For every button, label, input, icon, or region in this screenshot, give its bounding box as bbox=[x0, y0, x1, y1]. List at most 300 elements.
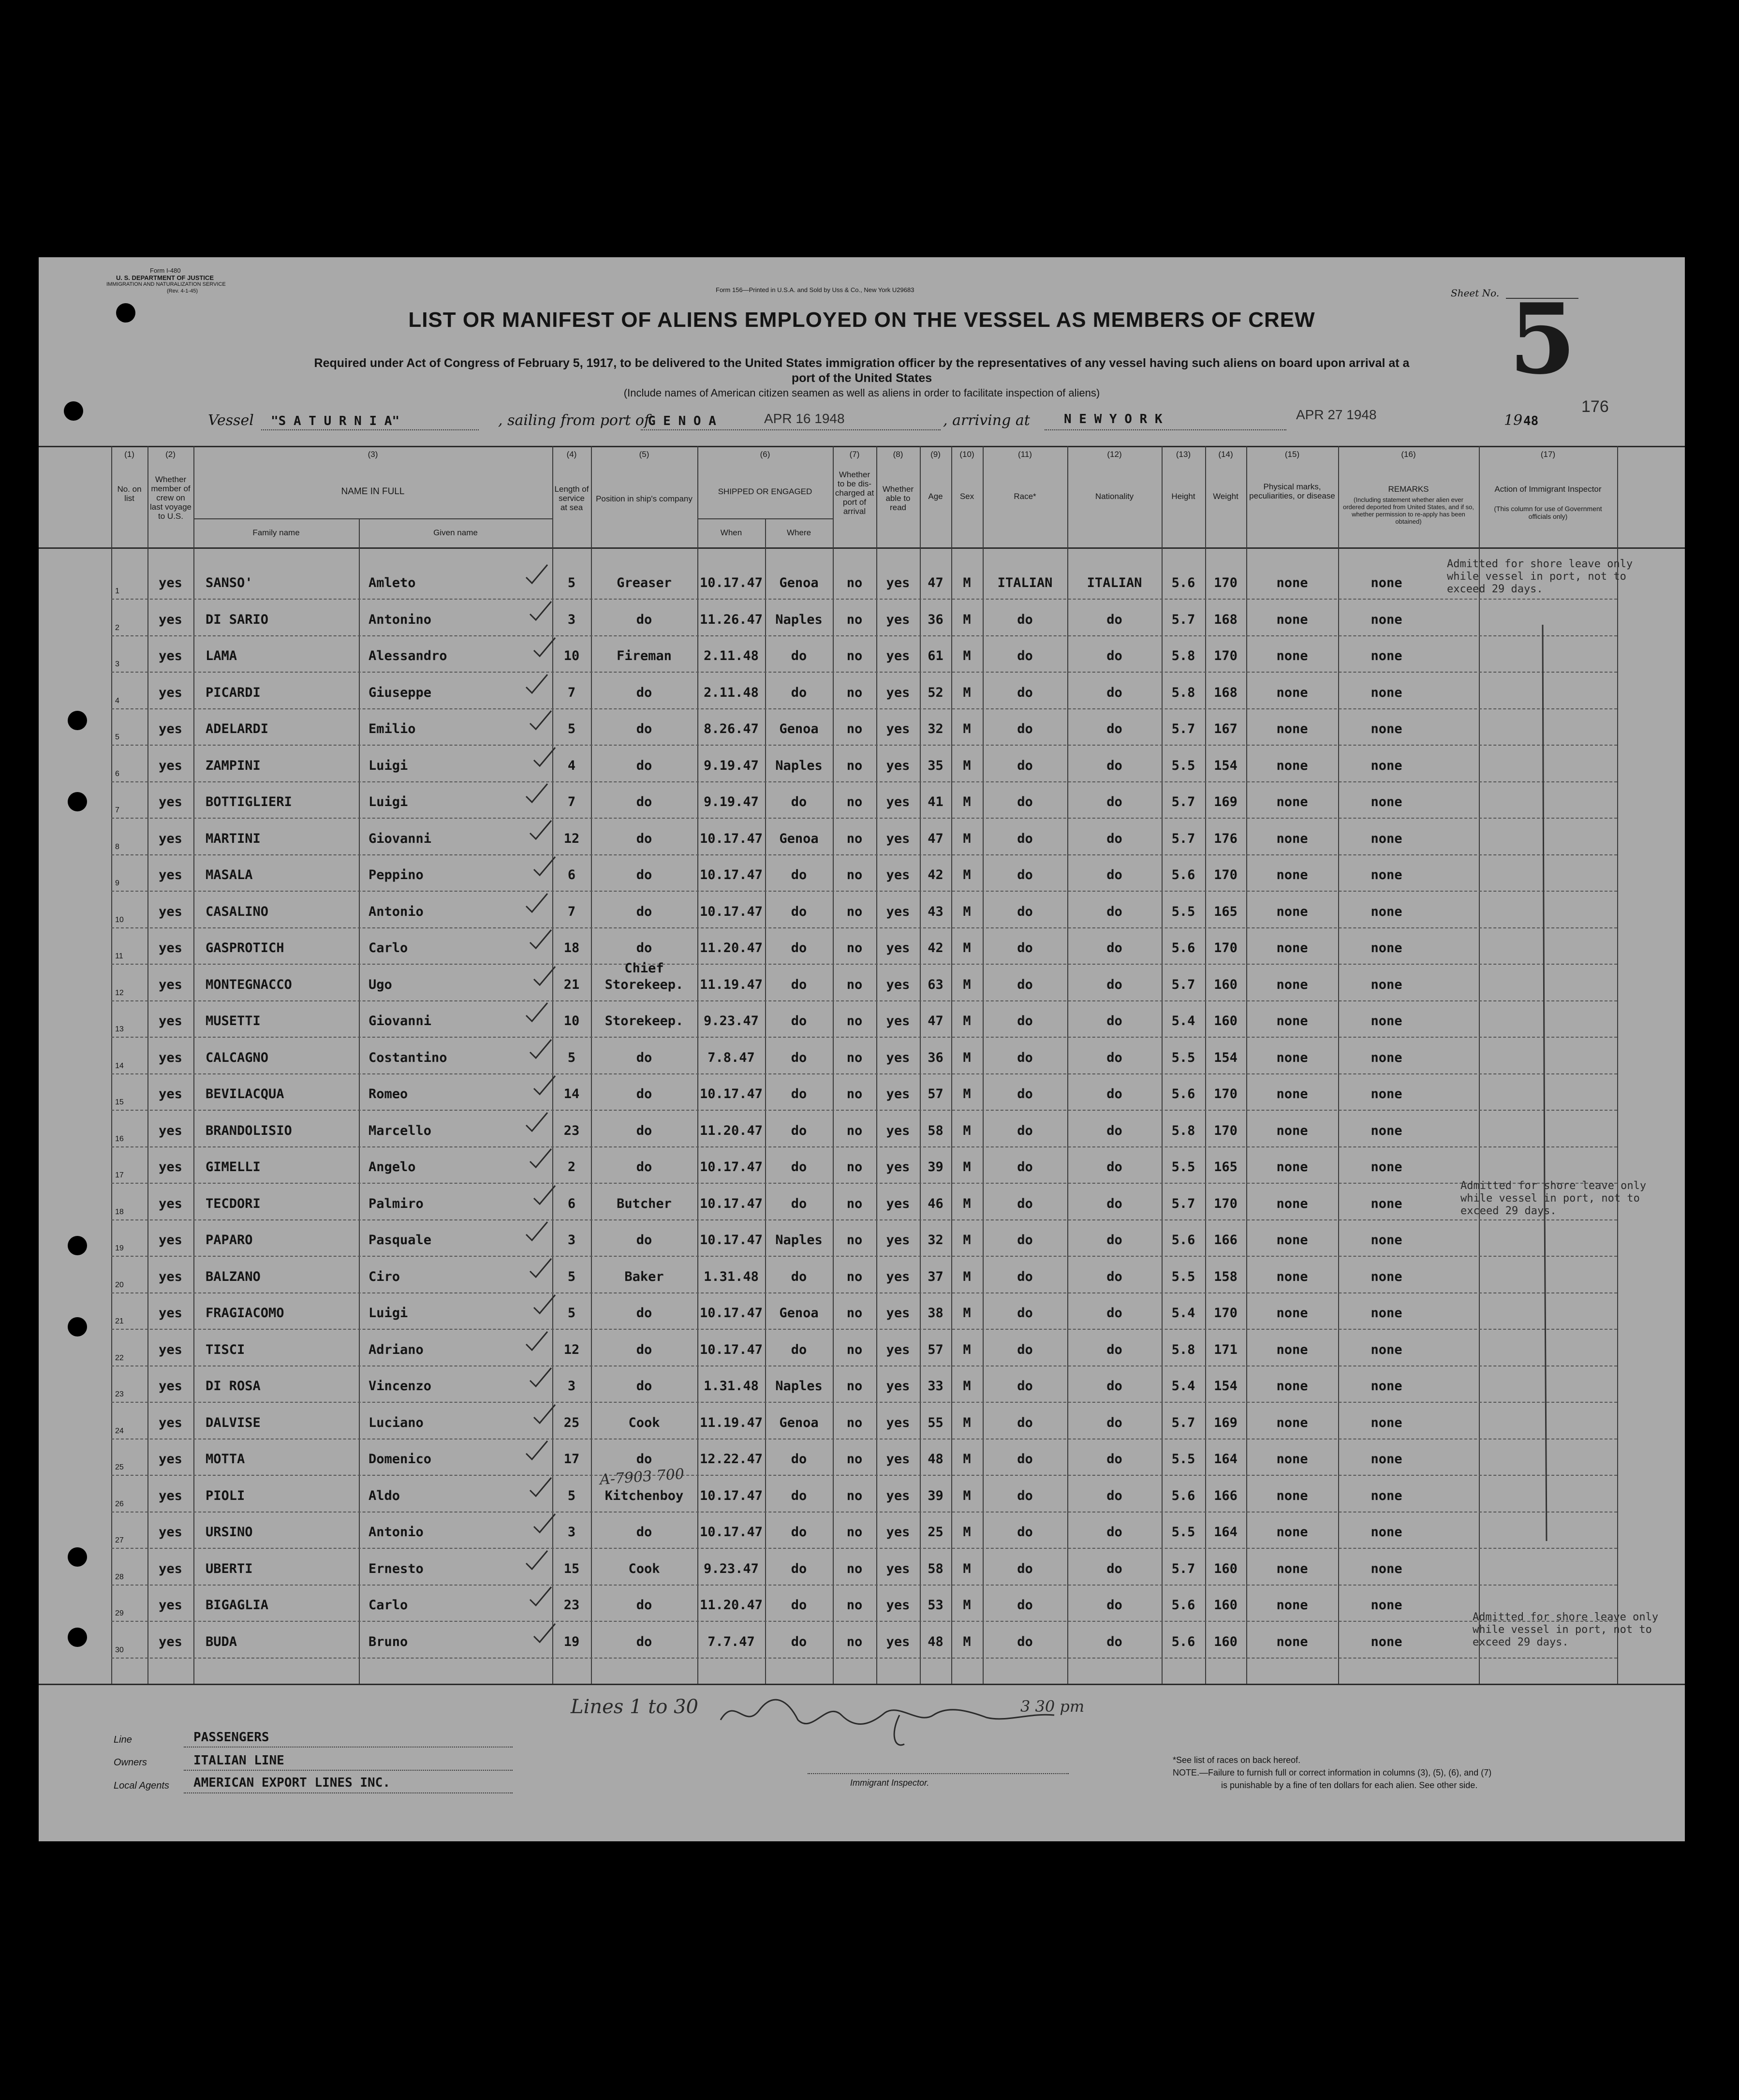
cell-dis: no bbox=[846, 1013, 863, 1028]
cell-sex: M bbox=[963, 1342, 971, 1357]
shore-leave-stamp: while vessel in port, not to bbox=[1447, 571, 1626, 583]
col-header-family-name: Family name bbox=[252, 528, 300, 537]
cell-nat: do bbox=[1106, 1087, 1122, 1101]
cell-dis: no bbox=[846, 1561, 863, 1576]
cell-sex: M bbox=[963, 1123, 971, 1138]
cell-family: PICARDI bbox=[206, 685, 261, 700]
cell-service: 18 bbox=[563, 940, 580, 955]
owners-value: ITALIAN LINE bbox=[193, 1753, 284, 1768]
cell-where: do bbox=[791, 1087, 807, 1101]
cell-marks: none bbox=[1276, 1634, 1308, 1649]
cell-when: 10.17.47 bbox=[699, 1342, 763, 1357]
cell-height: 5.4 bbox=[1171, 1013, 1195, 1028]
cell-height: 5.5 bbox=[1171, 1050, 1195, 1065]
row-rule bbox=[111, 1475, 1617, 1476]
cell-weight: 165 bbox=[1214, 1160, 1238, 1175]
punch-hole bbox=[64, 401, 83, 421]
cell-read: yes bbox=[886, 794, 910, 809]
cell-position: do bbox=[636, 904, 652, 919]
cell-read: yes bbox=[886, 977, 910, 992]
cell-age: 41 bbox=[928, 794, 943, 809]
cell-family: MOTTA bbox=[206, 1452, 245, 1467]
row-rule bbox=[111, 1585, 1617, 1586]
cell-service: 23 bbox=[563, 1598, 580, 1613]
cell-read: yes bbox=[886, 1050, 910, 1065]
line-label: Line bbox=[114, 1734, 132, 1745]
row-number: 1 bbox=[115, 587, 119, 595]
cell-position: Cook bbox=[628, 1415, 660, 1430]
cell-voy: yes bbox=[159, 831, 182, 846]
cell-read: yes bbox=[886, 648, 910, 663]
punch-hole bbox=[68, 792, 87, 811]
cell-age: 58 bbox=[928, 1561, 943, 1576]
cell-nat: do bbox=[1106, 1342, 1122, 1357]
cell-sex: M bbox=[963, 1561, 971, 1576]
cell-dis: no bbox=[846, 940, 863, 955]
cell-family: ZAMPINI bbox=[206, 758, 261, 773]
row-number: 17 bbox=[115, 1171, 124, 1179]
sheet-label: Sheet No. bbox=[1451, 287, 1500, 299]
cell-age: 47 bbox=[928, 831, 943, 846]
cell-dis: no bbox=[846, 1452, 863, 1467]
cell-nat: do bbox=[1106, 685, 1122, 700]
cell-dis: no bbox=[846, 685, 863, 700]
cell-when: 11.26.47 bbox=[699, 612, 763, 627]
punch-hole bbox=[68, 711, 87, 730]
cell-read: yes bbox=[886, 612, 910, 627]
cell-service: 5 bbox=[567, 1269, 576, 1284]
cell-height: 5.6 bbox=[1171, 867, 1195, 882]
cell-dis: no bbox=[846, 1160, 863, 1175]
cell-voy: yes bbox=[159, 1561, 182, 1576]
cell-family: PAPARO bbox=[206, 1233, 253, 1248]
cell-when: 9.19.47 bbox=[704, 794, 759, 809]
cell-nat: do bbox=[1106, 1269, 1122, 1284]
cell-sex: M bbox=[963, 1379, 971, 1394]
cell-sex: M bbox=[963, 685, 971, 700]
col-header-inspector-note: (This column for use of Government officials only) bbox=[1494, 505, 1602, 520]
row-number: 22 bbox=[115, 1353, 124, 1362]
cell-race: do bbox=[1017, 1087, 1033, 1101]
cell-when: 10.17.47 bbox=[699, 831, 763, 846]
year-suffix: 48 bbox=[1523, 414, 1539, 428]
cell-sex: M bbox=[963, 1087, 971, 1101]
cell-weight: 170 bbox=[1214, 648, 1238, 663]
check-mark bbox=[526, 818, 555, 847]
cell-where: do bbox=[791, 1160, 807, 1175]
cell-age: 35 bbox=[928, 758, 943, 773]
check-mark bbox=[530, 964, 559, 993]
cell-voy: yes bbox=[159, 1123, 182, 1138]
cell-when: 2.11.48 bbox=[704, 648, 759, 663]
col-num-15: (15) bbox=[1284, 450, 1300, 459]
cell-race: do bbox=[1017, 867, 1033, 882]
cell-marks: none bbox=[1276, 1050, 1308, 1065]
cell-marks: none bbox=[1276, 648, 1308, 663]
cell-age: 42 bbox=[928, 940, 943, 955]
cell-given: Romeo bbox=[368, 1087, 408, 1101]
sailing-label: , sailing from port of bbox=[498, 412, 650, 429]
cell-where: do bbox=[791, 1013, 807, 1028]
cell-remarks: none bbox=[1371, 1123, 1402, 1138]
check-mark bbox=[526, 1365, 555, 1394]
cell-voy: yes bbox=[159, 721, 182, 736]
cell-when: 10.17.47 bbox=[699, 867, 763, 882]
cell-given: Pasquale bbox=[368, 1233, 432, 1248]
col-header-where: Where bbox=[786, 528, 811, 537]
cell-race: do bbox=[1017, 1160, 1033, 1175]
cell-when: 7.7.47 bbox=[707, 1634, 755, 1649]
cell-position: do bbox=[636, 612, 652, 627]
cell-given: Domenico bbox=[368, 1452, 432, 1467]
cell-age: 58 bbox=[928, 1123, 943, 1138]
check-mark bbox=[522, 1548, 551, 1577]
cell-where: do bbox=[791, 1488, 807, 1503]
cell-when: 11.19.47 bbox=[699, 1415, 763, 1430]
cell-position: do bbox=[636, 1634, 652, 1649]
check-mark bbox=[526, 1256, 555, 1285]
cell-race: do bbox=[1017, 794, 1033, 809]
cell-voy: yes bbox=[159, 1233, 182, 1248]
cell-dis: no bbox=[846, 1379, 863, 1394]
cell-family: MONTEGNACCO bbox=[206, 977, 292, 992]
cell-height: 5.4 bbox=[1171, 1306, 1195, 1321]
cell-weight: 160 bbox=[1214, 1598, 1238, 1613]
handwritten-alien-number: A-7903 700 bbox=[599, 1465, 685, 1489]
cell-age: 52 bbox=[928, 685, 943, 700]
cell-voy: yes bbox=[159, 977, 182, 992]
col-header-read: Whether able to read bbox=[882, 485, 914, 512]
cell-given: Costantino bbox=[368, 1050, 447, 1065]
row-rule bbox=[111, 1658, 1617, 1659]
row-rule bbox=[111, 1183, 1617, 1184]
row-rule bbox=[111, 818, 1617, 819]
cell-marks: none bbox=[1276, 1233, 1308, 1248]
cell-remarks: none bbox=[1371, 1488, 1402, 1503]
shore-leave-stamp: exceed 29 days. bbox=[1473, 1636, 1569, 1648]
cell-where: do bbox=[791, 1050, 807, 1065]
cell-when: 10.17.47 bbox=[699, 904, 763, 919]
row-number: 8 bbox=[115, 842, 119, 851]
row-rule bbox=[111, 927, 1617, 928]
port-from: G E N O A bbox=[648, 414, 716, 428]
cell-height: 5.6 bbox=[1171, 1233, 1195, 1248]
cell-voy: yes bbox=[159, 648, 182, 663]
row-number: 16 bbox=[115, 1134, 124, 1143]
cell-marks: none bbox=[1276, 1269, 1308, 1284]
cell-family: BIGAGLIA bbox=[206, 1598, 269, 1613]
cell-marks: none bbox=[1276, 1598, 1308, 1613]
cell-dis: no bbox=[846, 575, 863, 590]
cell-nat: do bbox=[1106, 831, 1122, 846]
cell-marks: none bbox=[1276, 1379, 1308, 1394]
cell-where: do bbox=[791, 1123, 807, 1138]
penalty-note: NOTE.—Failure to furnish full or correct information in columns (3), (5), (6), and (7) bbox=[1173, 1768, 1492, 1777]
cell-when: 10.17.47 bbox=[699, 1306, 763, 1321]
cell-dis: no bbox=[846, 1087, 863, 1101]
cell-age: 36 bbox=[928, 1050, 943, 1065]
cell-remarks: none bbox=[1371, 1415, 1402, 1430]
cell-dis: no bbox=[846, 648, 863, 663]
line-underline bbox=[184, 1747, 513, 1748]
cell-where: Genoa bbox=[779, 721, 819, 736]
cell-sex: M bbox=[963, 612, 971, 627]
cell-dis: no bbox=[846, 831, 863, 846]
cell-marks: none bbox=[1276, 1342, 1308, 1357]
cell-nat: do bbox=[1106, 1013, 1122, 1028]
cell-marks: none bbox=[1276, 904, 1308, 919]
cell-dis: no bbox=[846, 1269, 863, 1284]
cell-remarks: none bbox=[1371, 721, 1402, 736]
cell-weight: 170 bbox=[1214, 867, 1238, 882]
cell-height: 5.5 bbox=[1171, 904, 1195, 919]
cell-age: 33 bbox=[928, 1379, 943, 1394]
cell-height: 5.6 bbox=[1171, 575, 1195, 590]
cell-given: Vincenzo bbox=[368, 1379, 432, 1394]
cell-height: 5.6 bbox=[1171, 940, 1195, 955]
cell-family: BRANDOLISIO bbox=[206, 1123, 292, 1138]
cell-age: 48 bbox=[928, 1452, 943, 1467]
local-agents-label: Local Agents bbox=[114, 1780, 169, 1791]
cell-position: do bbox=[636, 1342, 652, 1357]
row-number: 5 bbox=[115, 733, 119, 741]
cell-weight: 170 bbox=[1214, 1123, 1238, 1138]
cell-nat: do bbox=[1106, 1379, 1122, 1394]
cell-voy: yes bbox=[159, 904, 182, 919]
cell-where: do bbox=[791, 1196, 807, 1211]
cell-age: 63 bbox=[928, 977, 943, 992]
cell-position: do bbox=[636, 1160, 652, 1175]
cell-where: Genoa bbox=[779, 575, 819, 590]
shore-leave-stamp: while vessel in port, not to bbox=[1473, 1624, 1652, 1636]
cell-marks: none bbox=[1276, 1415, 1308, 1430]
cell-height: 5.7 bbox=[1171, 1415, 1195, 1430]
col-num-2: (2) bbox=[165, 450, 176, 459]
cell-dis: no bbox=[846, 904, 863, 919]
cell-family: DALVISE bbox=[206, 1415, 261, 1430]
cell-family: MASALA bbox=[206, 867, 253, 882]
cell-when: 11.19.47 bbox=[699, 977, 763, 992]
check-mark bbox=[526, 599, 555, 628]
cell-service: 12 bbox=[563, 1342, 580, 1357]
cell-service: 12 bbox=[563, 831, 580, 846]
cell-service: 7 bbox=[567, 904, 576, 919]
cell-family: PIOLI bbox=[206, 1488, 245, 1503]
cell-family: DI SARIO bbox=[206, 612, 269, 627]
row-number: 30 bbox=[115, 1645, 124, 1654]
cell-race: do bbox=[1017, 1196, 1033, 1211]
row-rule bbox=[111, 1548, 1617, 1549]
cell-service: 15 bbox=[563, 1561, 580, 1576]
header-bottom-border bbox=[39, 547, 1685, 549]
cell-marks: none bbox=[1276, 831, 1308, 846]
cell-when: 11.20.47 bbox=[699, 940, 763, 955]
cell-race: do bbox=[1017, 904, 1033, 919]
cell-when: 10.17.47 bbox=[699, 575, 763, 590]
cell-voy: yes bbox=[159, 940, 182, 955]
cell-age: 55 bbox=[928, 1415, 943, 1430]
cell-race: do bbox=[1017, 1233, 1033, 1248]
check-mark bbox=[522, 1438, 551, 1467]
cell-remarks: none bbox=[1371, 904, 1402, 919]
cell-position: do bbox=[636, 758, 652, 773]
cell-given: Angelo bbox=[368, 1160, 416, 1175]
arriving-label: , arriving at bbox=[943, 412, 1030, 429]
cell-weight: 164 bbox=[1214, 1525, 1238, 1540]
cell-where: do bbox=[791, 940, 807, 955]
row-rule bbox=[111, 1621, 1617, 1622]
cell-sex: M bbox=[963, 1306, 971, 1321]
cell-voy: yes bbox=[159, 867, 182, 882]
row-number: 28 bbox=[115, 1572, 124, 1581]
cell-race: do bbox=[1017, 1123, 1033, 1138]
cell-marks: none bbox=[1276, 1488, 1308, 1503]
cell-given: Luciano bbox=[368, 1415, 424, 1430]
cell-service: 5 bbox=[567, 1488, 576, 1503]
cell-height: 5.7 bbox=[1171, 721, 1195, 736]
check-mark bbox=[530, 1511, 559, 1540]
check-mark bbox=[530, 1073, 559, 1102]
cell-marks: none bbox=[1276, 977, 1308, 992]
col-header-service: Length of service at sea bbox=[554, 485, 589, 512]
row-number: 12 bbox=[115, 988, 124, 997]
cell-sex: M bbox=[963, 1525, 971, 1540]
check-mark bbox=[530, 1621, 559, 1650]
cell-age: 42 bbox=[928, 867, 943, 882]
cell-where: Naples bbox=[775, 612, 823, 627]
cell-height: 5.8 bbox=[1171, 648, 1195, 663]
cell-race: do bbox=[1017, 977, 1033, 992]
cell-voy: yes bbox=[159, 758, 182, 773]
cell-height: 5.5 bbox=[1171, 1452, 1195, 1467]
vessel-label: Vessel bbox=[208, 412, 254, 429]
cell-voy: yes bbox=[159, 794, 182, 809]
cell-nat: do bbox=[1106, 1050, 1122, 1065]
row-rule bbox=[111, 672, 1617, 673]
cell-age: 53 bbox=[928, 1598, 943, 1613]
cell-where: do bbox=[791, 1342, 807, 1357]
cell-remarks: none bbox=[1371, 1525, 1402, 1540]
cell-when: 10.17.47 bbox=[699, 1160, 763, 1175]
cell-voy: yes bbox=[159, 612, 182, 627]
cell-weight: 165 bbox=[1214, 904, 1238, 919]
check-mark bbox=[526, 1475, 555, 1504]
row-rule bbox=[111, 891, 1617, 892]
cell-sex: M bbox=[963, 1452, 971, 1467]
cell-remarks: none bbox=[1371, 1598, 1402, 1613]
cell-when: 10.17.47 bbox=[699, 1196, 763, 1211]
row-number: 10 bbox=[115, 915, 124, 924]
cell-read: yes bbox=[886, 1452, 910, 1467]
line-value: PASSENGERS bbox=[193, 1730, 269, 1745]
cell-read: yes bbox=[886, 1196, 910, 1211]
cell-voy: yes bbox=[159, 685, 182, 700]
cell-position: do bbox=[636, 1123, 652, 1138]
cell-age: 32 bbox=[928, 1233, 943, 1248]
cell-dis: no bbox=[846, 1050, 863, 1065]
cell-age: 43 bbox=[928, 904, 943, 919]
name-subheader-line bbox=[193, 518, 552, 519]
cell-service: 3 bbox=[567, 612, 576, 627]
cell-remarks: none bbox=[1371, 1013, 1402, 1028]
cell-read: yes bbox=[886, 1306, 910, 1321]
row-number: 2 bbox=[115, 623, 119, 632]
cell-sex: M bbox=[963, 1598, 971, 1613]
department-name: U. S. DEPARTMENT OF JUSTICE bbox=[116, 274, 214, 281]
row-rule bbox=[111, 708, 1617, 709]
cell-age: 38 bbox=[928, 1306, 943, 1321]
cell-dis: no bbox=[846, 1342, 863, 1357]
cell-age: 48 bbox=[928, 1634, 943, 1649]
cell-family: ADELARDI bbox=[206, 721, 269, 736]
cell-read: yes bbox=[886, 831, 910, 846]
cell-family: BEVILACQUA bbox=[206, 1087, 284, 1101]
col-header-name: NAME IN FULL bbox=[341, 486, 405, 497]
cell-given: Aldo bbox=[368, 1488, 400, 1503]
row-number: 3 bbox=[115, 660, 119, 668]
cell-weight: 167 bbox=[1214, 721, 1238, 736]
cell-remarks: none bbox=[1371, 1269, 1402, 1284]
inspector-signature-line bbox=[808, 1773, 1069, 1774]
cell-voy: yes bbox=[159, 1306, 182, 1321]
service-name: IMMIGRATION AND NATURALIZATION SERVICE bbox=[106, 281, 226, 287]
row-rule bbox=[111, 1292, 1617, 1293]
cell-remarks: none bbox=[1371, 1050, 1402, 1065]
row-number: 13 bbox=[115, 1025, 124, 1033]
cell-where: do bbox=[791, 977, 807, 992]
row-rule bbox=[111, 1073, 1617, 1074]
cell-when: 11.20.47 bbox=[699, 1123, 763, 1138]
cell-position: do bbox=[636, 940, 652, 955]
col-header-given-name: Given name bbox=[433, 528, 478, 537]
cell-weight: 154 bbox=[1214, 1379, 1238, 1394]
cell-service: 5 bbox=[567, 1306, 576, 1321]
cell-race: do bbox=[1017, 612, 1033, 627]
cell-given: Ciro bbox=[368, 1269, 400, 1284]
cell-family: MUSETTI bbox=[206, 1013, 261, 1028]
cell-where: do bbox=[791, 685, 807, 700]
cell-height: 5.8 bbox=[1171, 685, 1195, 700]
cell-service: 3 bbox=[567, 1379, 576, 1394]
cell-marks: none bbox=[1276, 1087, 1308, 1101]
cell-service: 10 bbox=[563, 1013, 580, 1028]
row-rule bbox=[111, 854, 1617, 855]
column-divider bbox=[1479, 446, 1480, 1684]
cell-sex: M bbox=[963, 1050, 971, 1065]
cell-marks: none bbox=[1276, 758, 1308, 773]
cell-nat: do bbox=[1106, 1415, 1122, 1430]
cell-given: Ugo bbox=[368, 977, 392, 992]
cell-marks: none bbox=[1276, 1196, 1308, 1211]
cell-when: 11.20.47 bbox=[699, 1598, 763, 1613]
check-mark bbox=[530, 745, 559, 774]
cell-race: do bbox=[1017, 1525, 1033, 1540]
cell-race: do bbox=[1017, 1598, 1033, 1613]
cell-nat: do bbox=[1106, 794, 1122, 809]
row-number: 25 bbox=[115, 1463, 124, 1471]
col-header-race: Race* bbox=[1014, 492, 1036, 501]
cell-voy: yes bbox=[159, 1488, 182, 1503]
cell-voy: yes bbox=[159, 575, 182, 590]
cell-service: 10 bbox=[563, 648, 580, 663]
cell-given: Luigi bbox=[368, 794, 408, 809]
check-mark bbox=[526, 927, 555, 956]
arrival-date-stamp: APR 27 1948 bbox=[1296, 407, 1377, 422]
cell-nat: do bbox=[1106, 904, 1122, 919]
form-revision: (Rev. 4-1-45) bbox=[167, 288, 198, 294]
cell-where: do bbox=[791, 1634, 807, 1649]
cell-read: yes bbox=[886, 1123, 910, 1138]
